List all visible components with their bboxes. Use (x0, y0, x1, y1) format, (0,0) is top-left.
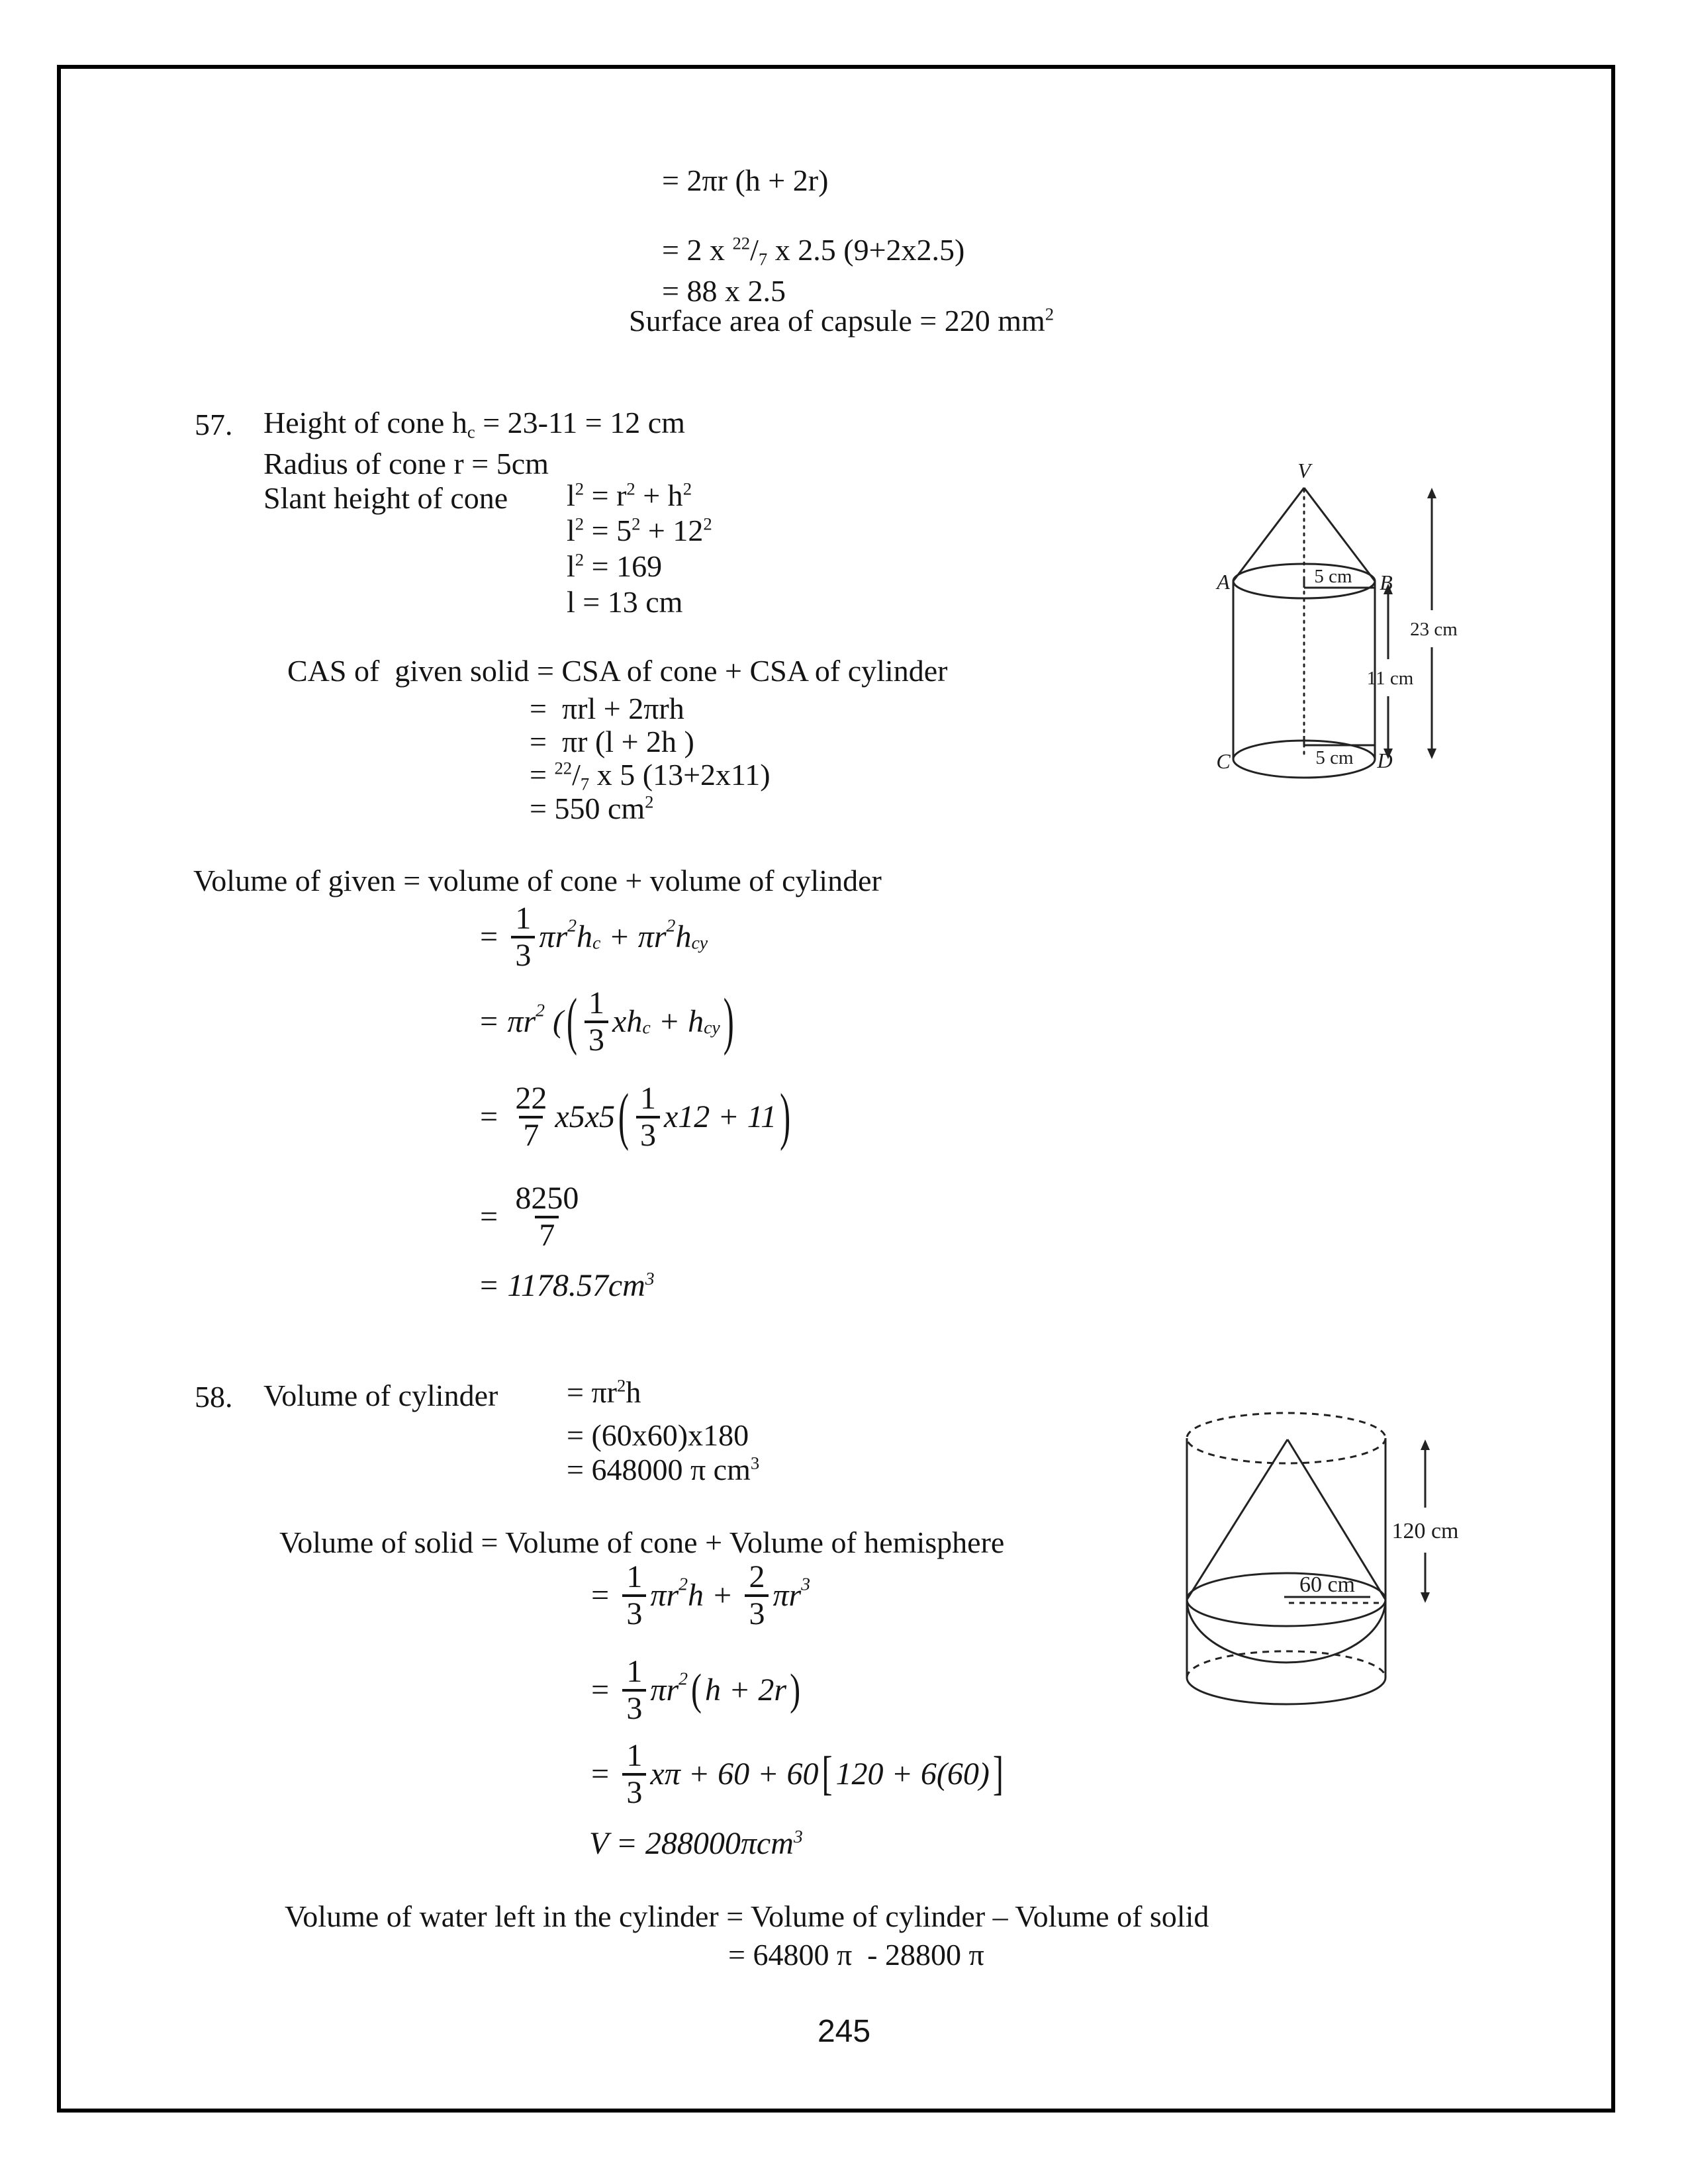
text-line-3: Surface area of capsule = 220 $mm^2$ (629, 304, 1055, 338)
arrowhead-120-down-icon (1421, 1592, 1430, 1603)
equator-ellipse (1187, 1573, 1385, 1626)
text-line-18: = $\frac{1}{3}$ πr 2 h c + πr 2 h cy (478, 901, 708, 973)
text-line-8: $l^2 = r^2 + h^2$ (567, 478, 692, 512)
text-line-11: l = 13 cm (567, 585, 683, 619)
label-radius-bottom: 5 cm (1315, 747, 1354, 768)
text-line-34: = 64800 π - 28800 π (728, 1938, 984, 1972)
text-line-23: 58. (195, 1380, 233, 1414)
text-line-27: = 648000 π $cm^3$ (567, 1453, 760, 1486)
text-line-26: = (60x60)x180 (567, 1418, 749, 1452)
label-c: C (1216, 749, 1231, 773)
page-number: 245 (817, 2014, 871, 2049)
text-line-4: 57. (195, 408, 233, 441)
label-radius: 60 cm (1299, 1572, 1356, 1597)
cone-hemisphere-figure (1152, 1370, 1536, 1714)
text-line-5: Height of cone $h_c = 23-11 = 12$ cm (263, 406, 685, 442)
text-line-7: Slant height of cone (263, 481, 508, 515)
text-line-10: $l^2 = 169$ (567, 549, 663, 583)
cylinder-bottom-back-arc-dashed (1187, 1651, 1385, 1678)
arrowhead-23-down-icon (1427, 749, 1436, 759)
text-line-30: = $\frac{1}{3}$ πr 2 ( h + 2r ) (589, 1654, 801, 1726)
text-line-16: = 550 $cm^2$ (530, 792, 654, 825)
text-line-31: = $\frac{1}{3}$ xπ + 60 + 60 [ 120 + 6(60) ] (589, 1738, 1004, 1810)
text-line-20: = $\frac{22}{7}$ x5x5 ( $\frac{1}{3}$ x12 + 11 ) (478, 1081, 791, 1153)
arrowhead-23-up-icon (1427, 488, 1436, 498)
text-line-17: Volume of given = volume of cone + volume of cylinder (193, 864, 882, 897)
text-line-29: = $\frac{1}{3}$ πr 2 h + $\frac{2}{3}$ πr 3 (589, 1559, 811, 1631)
cylinder-bottom-front-arc (1187, 1678, 1385, 1704)
text-line-6: Radius of cone r = 5cm (263, 447, 549, 480)
text-line-32: V = 288000πcm$^3$ (589, 1826, 803, 1861)
text-line-24: Volume of cylinder (263, 1379, 498, 1412)
text-line-22: = $1178.57cm^3$ (478, 1268, 655, 1303)
hemisphere-arc (1187, 1600, 1385, 1662)
arrowhead-120-up-icon (1421, 1439, 1430, 1450)
text-line-0: = 2πr (h + 2r) (662, 163, 829, 197)
text-line-33: Volume of water left in the cylinder = Volume of cylinder – Volume of solid (285, 1899, 1209, 1933)
label-apex-v: V (1297, 459, 1311, 482)
diagram-cone-hemisphere-in-cylinder (1152, 1370, 1536, 1714)
cone-on-cylinder-figure (1158, 437, 1503, 834)
text-line-28: Volume of solid = Volume of cone + Volume of hemisphere (279, 1525, 1005, 1559)
label-height: 120 cm (1391, 1519, 1459, 1543)
label-radius-top: 5 cm (1314, 566, 1352, 587)
text-line-21: = $\frac{8250}{7}$ (478, 1181, 579, 1253)
text-line-25: = $\pi r^2h$ (567, 1375, 641, 1409)
diagram-cone-on-cylinder (1158, 437, 1503, 834)
label-a: A (1217, 570, 1230, 594)
text-line-2: = 88 x 2.5 (662, 274, 786, 308)
cylinder-top-ellipse-dashed (1187, 1413, 1385, 1463)
label-total-height: 23 cm (1410, 619, 1458, 640)
label-b: B (1380, 570, 1393, 594)
text-line-19: = πr 2 ( ( $\frac{1}{3}$ xh c + h cy ) (478, 985, 734, 1058)
text-line-12: CAS of given solid = CSA of cone + CSA of cylinder (287, 654, 948, 688)
text-line-14: = πr (l + 2h ) (530, 725, 694, 758)
label-d: D (1377, 749, 1393, 772)
text-line-15: = $^{22}/_7$ x 5 (13+2x11) (530, 758, 771, 794)
text-line-13: = πrl + 2πrh (530, 692, 684, 725)
label-cylinder-height: 11 cm (1366, 668, 1414, 689)
text-line-1: = 2 x $^{22}/_7$ x 2.5 (9+2x2.5) (662, 233, 965, 269)
text-line-9: $l^2 = 5^2 + 12^2$ (567, 514, 712, 547)
